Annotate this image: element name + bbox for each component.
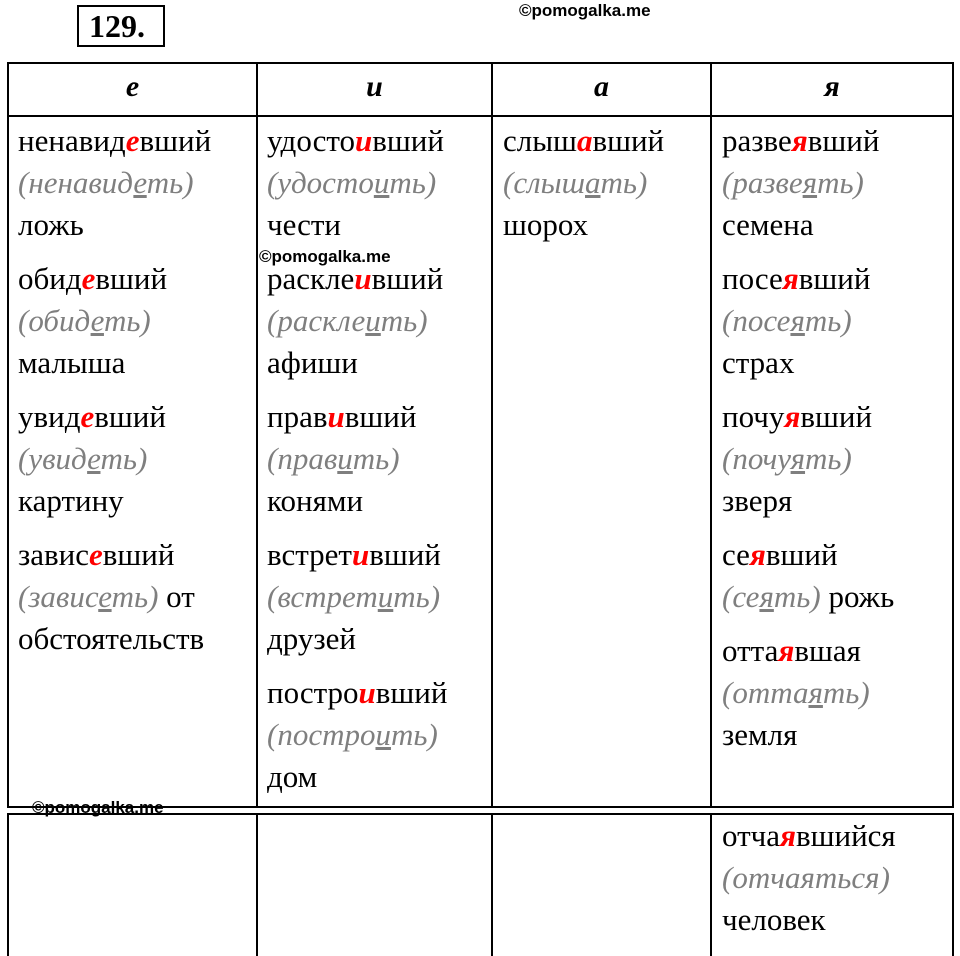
- header-i: и: [366, 70, 383, 103]
- entry: [267, 396, 447, 522]
- entry-word: [267, 672, 447, 714]
- inf-ending: ть): [390, 717, 438, 752]
- entry-infinitive: [267, 714, 447, 756]
- inf-ending: ть): [817, 165, 864, 200]
- inf-ending: ть): [600, 165, 648, 200]
- word-stem: посе: [722, 261, 783, 296]
- col-line-0: [7, 62, 9, 808]
- watermark-top: ©pomogalka.me: [519, 1, 651, 20]
- table2-col-line-3: [710, 813, 712, 956]
- inf-ending: ть): [773, 579, 821, 614]
- entry-infinitive: [503, 162, 664, 204]
- entry-infinitive: [722, 576, 894, 618]
- inf-ending: ть): [100, 441, 148, 476]
- entry-word: [267, 534, 447, 576]
- inf-underlined-vowel: я: [759, 579, 774, 614]
- infinitive: [503, 165, 647, 200]
- infinitive: [18, 165, 194, 200]
- word-stem: разве: [722, 123, 792, 158]
- entry-object: малыша: [18, 345, 126, 380]
- entry-object: афиши: [267, 345, 358, 380]
- highlighted-vowel: я: [749, 537, 766, 572]
- entry: [267, 672, 447, 798]
- word-suffix: вший: [95, 261, 168, 296]
- header-a: а: [594, 70, 609, 103]
- entry: [267, 534, 447, 660]
- entry-infinitive: [722, 672, 894, 714]
- entry: [722, 630, 894, 756]
- entry-infinitive: (отчаяться): [722, 860, 890, 895]
- entry-word: [267, 396, 447, 438]
- exercise-number: 129.: [77, 5, 165, 47]
- highlighted-vowel: е: [89, 537, 103, 572]
- column-a: [503, 120, 664, 258]
- word-suffix: вший: [369, 537, 441, 572]
- watermark-bottom: [32, 798, 164, 818]
- entry-infinitive: [267, 162, 447, 204]
- entry-infinitive: [18, 576, 211, 618]
- inf-ending: ть): [805, 441, 852, 476]
- inf-stem: (се: [722, 579, 760, 614]
- infinitive: [267, 441, 400, 476]
- entry-object: друзей: [267, 621, 356, 656]
- infinitive: [722, 675, 870, 710]
- entry-word: [503, 120, 664, 162]
- infinitive: [722, 579, 821, 614]
- column-i: [267, 120, 447, 810]
- entry-infinitive: [267, 576, 447, 618]
- inf-underlined-vowel: е: [133, 165, 147, 200]
- inf-stem: (почу: [722, 441, 791, 476]
- word-stem: ненавид: [18, 123, 126, 158]
- word-stem: увид: [18, 399, 81, 434]
- entry-word: [18, 258, 211, 300]
- inf-stem: (завис: [18, 579, 99, 614]
- entry: [267, 120, 447, 246]
- inf-underlined-vowel: е: [98, 579, 112, 614]
- infinitive: [267, 303, 428, 338]
- highlighted-vowel: и: [354, 261, 372, 296]
- word-suffix: вший: [765, 537, 838, 572]
- highlighted-vowel: я: [784, 399, 801, 434]
- inf-ending: ть): [804, 303, 852, 338]
- entry-object: человек: [722, 902, 826, 937]
- inf-stem: (ненавид: [18, 165, 134, 200]
- infinitive: [267, 579, 440, 614]
- entry-object: зверя: [722, 483, 793, 518]
- highlighted-vowel: е: [125, 123, 140, 158]
- word-stem: почу: [722, 399, 785, 434]
- highlighted-vowel: и: [358, 675, 376, 710]
- inf-underlined-vowel: я: [790, 441, 806, 476]
- header-e: е: [125, 70, 140, 103]
- entry-word: [722, 630, 894, 672]
- entry-object: страх: [722, 345, 795, 380]
- entry-infinitive: [722, 300, 894, 342]
- word-suffix: вший: [102, 537, 175, 572]
- entry: [18, 534, 211, 660]
- entry-infinitive: [722, 438, 894, 480]
- infinitive: [722, 165, 864, 200]
- entry-object: земля: [722, 717, 798, 752]
- infinitive: [267, 717, 438, 752]
- inf-underlined-vowel: я: [802, 165, 818, 200]
- highlighted-vowel: и: [351, 537, 370, 572]
- inf-ending: ть): [146, 165, 194, 200]
- entry-word: [722, 120, 894, 162]
- infinitive: [18, 303, 151, 338]
- word-stem: слыш: [503, 123, 577, 158]
- highlighted-vowel: я: [778, 633, 795, 668]
- inf-ending: ть): [393, 579, 441, 614]
- bottom-entry: [722, 815, 896, 941]
- entry-word: [722, 258, 894, 300]
- entry-infinitive: [722, 162, 894, 204]
- entry: [722, 534, 894, 618]
- highlighted-vowel: я: [782, 261, 799, 296]
- infinitive: [18, 441, 147, 476]
- word-suffix: вший: [372, 123, 444, 158]
- word-stem: завис: [18, 537, 89, 572]
- entry-object: шорох: [503, 207, 589, 242]
- inf-ending: ть): [111, 579, 159, 614]
- inf-stem: (обид: [18, 303, 91, 338]
- highlighted-vowel: е: [81, 261, 96, 296]
- infinitive: [267, 165, 436, 200]
- word-suffix: вший: [371, 261, 444, 296]
- inf-stem: (раскле: [267, 303, 366, 338]
- inf-stem: (удосто: [267, 165, 374, 200]
- entry-infinitive: [267, 300, 447, 342]
- entry-word: отчаявшийся: [722, 818, 896, 853]
- column-ya: [722, 120, 894, 768]
- entry-object: конями: [267, 483, 364, 518]
- highlighted-vowel: я: [791, 123, 808, 158]
- entry: [18, 120, 211, 246]
- entry-word: [267, 120, 447, 162]
- entry-word: [267, 258, 447, 300]
- infinitive: [722, 441, 852, 476]
- table2-col-line-2: [491, 813, 493, 956]
- word-stem: постро: [267, 675, 359, 710]
- entry-word: [18, 534, 211, 576]
- word-suffix: вшая: [794, 633, 861, 668]
- entry-object: чести: [267, 207, 342, 242]
- inf-underlined-vowel: е: [90, 303, 104, 338]
- col-line-1: [256, 62, 258, 808]
- inf-ending: ть): [389, 165, 437, 200]
- col-line-3: [710, 62, 712, 808]
- entry: [722, 258, 894, 384]
- inline-object: от: [158, 579, 195, 614]
- word-suffix: вший: [807, 123, 880, 158]
- word-suffix: вший: [798, 261, 871, 296]
- entry-object: дом: [267, 759, 318, 794]
- col-line-2: [491, 62, 493, 808]
- entry-object: ложь: [18, 207, 84, 242]
- entry: [18, 396, 211, 522]
- inf-stem: (посе: [722, 303, 791, 338]
- word-stem: отта: [722, 633, 779, 668]
- inf-underlined-vowel: и: [365, 303, 381, 338]
- highlighted-vowel: и: [355, 123, 373, 158]
- entry: [18, 258, 211, 384]
- entry-object: семена: [722, 207, 814, 242]
- table2-col-line-1: [256, 813, 258, 956]
- inf-underlined-vowel: е: [87, 441, 101, 476]
- inf-ending: ть): [822, 675, 870, 710]
- word-stem: удосто: [267, 123, 355, 158]
- entry-infinitive: [18, 300, 211, 342]
- inf-underlined-vowel: и: [373, 165, 390, 200]
- infinitive: [18, 579, 158, 614]
- word-suffix: вший: [139, 123, 212, 158]
- col-line-4: [952, 62, 954, 808]
- word-stem: прав: [267, 399, 328, 434]
- inf-ending: ть): [380, 303, 428, 338]
- word-suffix: вший: [344, 399, 417, 434]
- table2-col-line-4: [952, 813, 954, 956]
- word-suffix: вший: [592, 123, 665, 158]
- word-stem: обид: [18, 261, 82, 296]
- inf-stem: (увид: [18, 441, 88, 476]
- entry-object: картину: [18, 483, 124, 518]
- inf-stem: (слыш: [503, 165, 585, 200]
- inline-object: рожь: [820, 579, 895, 614]
- header-ya: я: [824, 70, 840, 103]
- inf-stem: (отта: [722, 675, 809, 710]
- entry-infinitive: [18, 162, 211, 204]
- inf-underlined-vowel: и: [337, 441, 353, 476]
- inf-underlined-vowel: я: [790, 303, 805, 338]
- inf-underlined-vowel: я: [808, 675, 823, 710]
- entry-word: [722, 534, 894, 576]
- entry: [503, 120, 664, 246]
- column-e: [18, 120, 211, 672]
- inf-ending: ть): [352, 441, 400, 476]
- highlighted-vowel: и: [327, 399, 345, 434]
- watermark-middle: ©pomogalka.me: [259, 247, 391, 266]
- inf-stem: (разве: [722, 165, 803, 200]
- highlighted-vowel: а: [576, 123, 593, 158]
- entry-word: [18, 396, 211, 438]
- inf-underlined-vowel: а: [585, 165, 601, 200]
- bottom-row-ya: [722, 815, 896, 953]
- entry-word: [18, 120, 211, 162]
- inf-underlined-vowel: и: [375, 717, 391, 752]
- inf-stem: (встрет: [267, 579, 378, 614]
- infinitive: [722, 303, 852, 338]
- word-stem: встрет: [267, 537, 352, 572]
- entry-infinitive: [18, 438, 211, 480]
- entry-infinitive: [267, 438, 447, 480]
- word-suffix: вший: [800, 399, 873, 434]
- word-suffix: вший: [94, 399, 166, 434]
- entry: [722, 120, 894, 246]
- table2-col-line-0: [7, 813, 9, 956]
- table-border-bottom: [7, 806, 954, 808]
- word-stem: раскле: [267, 261, 355, 296]
- highlighted-vowel: е: [80, 399, 95, 434]
- inf-ending: ть): [103, 303, 151, 338]
- inf-stem: (постро: [267, 717, 376, 752]
- word-stem: се: [722, 537, 750, 572]
- entry-word: [722, 396, 894, 438]
- inf-underlined-vowel: и: [377, 579, 394, 614]
- inf-stem: (прав: [267, 441, 338, 476]
- entry: [267, 258, 447, 384]
- entry: [722, 396, 894, 522]
- word-suffix: вший: [375, 675, 448, 710]
- entry-object: обстоятельств: [18, 621, 205, 656]
